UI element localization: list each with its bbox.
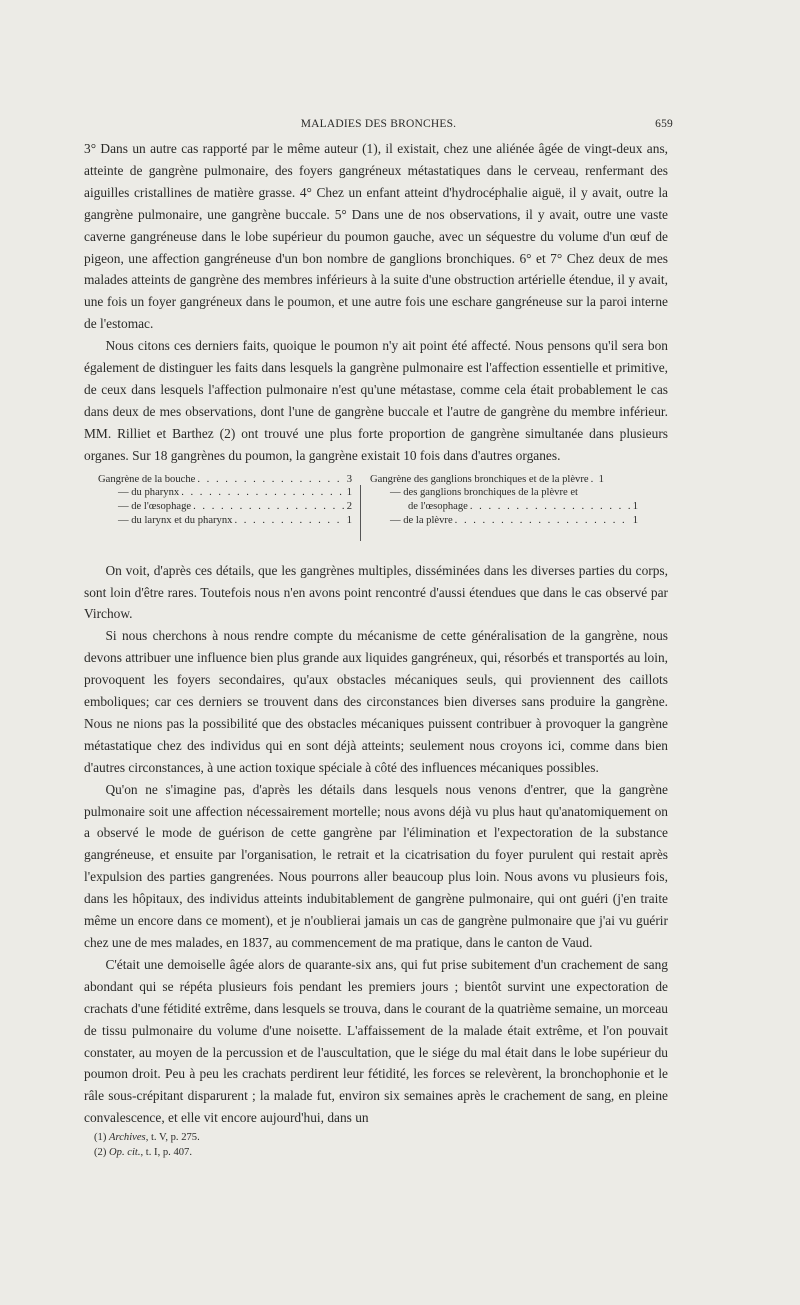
tally-count: 1 — [346, 514, 352, 526]
footnote-source: Op. cit. — [109, 1147, 141, 1158]
footnote-marker: (2) — [94, 1147, 107, 1158]
tally-row — [370, 473, 638, 487]
footnote-reference: , t. I, p. 407. — [140, 1147, 192, 1158]
footnote — [94, 1145, 200, 1160]
paragraph-mechanism: Si nous cherchons à nous rendre compte du mécanisme de cette généralisation de la gangrène, nous devons attribuer une influence bien plus grande aux liquides gangréneux, qui, résorbés et transportés au loin, provoquent les foyers secondaires, qu'aux obstacles mécaniques seuls, qui proviennent des caillots emboliques; car ces derniers se trouvent dans des circonstances bien diverses sans produire la gangrène. Nous ne nions pas la possibilité que des obstacles mécaniques puissent contribuer à provoquer la gangrène métastatique chez des individus qui en sont déjà atteints; seulement nous croyons ici, comme dans bien d'autres circonstances, à une action toxique spéciale à côté des influences mécaniques possibles. — [84, 628, 668, 775]
tally-row — [370, 486, 638, 500]
footnote-source: Archives — [109, 1132, 146, 1143]
tally-divider — [360, 485, 361, 541]
tally-label: — du pharynx — [118, 487, 180, 499]
tally-label: — des ganglions bronchiques de la plèvre et — [390, 487, 578, 499]
paragraph-case-history: C'était une demoiselle âgée alors de quarante-six ans, qui fut prise subitement d'un crachement de sang abondant qui se répéta plusieurs fois pendant les premiers jours ; bientôt survint une expectoration de crachats d'une fétidité extrême, dans lesquels se trouva, dans le courant de la quatrième semaine, un morceau de tissu pulmonaire du volume d'une noisette. L'affaissement de la malade était extrême, et l'on pouvait constater, au moyen de la percussion et de l'auscultation, que le siége du mal était dans le lobe supérieur du poumon droit. Peu à peu les crachats perdirent leur fétidité, les forces se relevèrent, la bronchophonie et le râle sous-crépitant disparurent ; la malade fut, environ six semaines après le crachement de sang, en pleine convalescence, et elle vit encore aujourd'hui, dans un — [84, 956, 668, 1126]
tally-count: 2 — [346, 501, 352, 513]
tally-row — [98, 500, 352, 514]
gangrene-tally — [84, 473, 668, 552]
body-text — [84, 138, 668, 1129]
tally-count: 1 — [346, 487, 352, 499]
tally-row — [98, 486, 352, 500]
tally-count: 3 — [346, 473, 352, 485]
tally-label: Gangrène de la bouche — [98, 473, 196, 485]
paragraph-multiple-gangrene-cases: 3° Dans un autre cas rapporté par le même auteur (1), il existait, chez une aliénée âgée de vingt-deux ans, atteinte de gangrène pulmonaire, des foyers gangréneux métastatiques dans le cerveau, renfermant des aiguilles cristallines de matière grasse. 4° Chez un enfant atteint d'hydrocéphalie aiguë, il y avait, outre la gangrène pulmonaire, une gangrène buccale. 5° Dans une de nos observations, il y avait, outre une vaste caverne gangréneuse dans le lobe supérieur du poumon gauche, avec un séquestre du volume d'un œuf de pigeon, une affection gangréneuse d'un bon nombre de ganglions bronchiques. 6° et 7° Chez deux de mes malades atteints de gangrène des membres inférieurs à la suite d'une obstruction artérielle étendue, il y avait, une fois un foyer gangréneux dans le poumon, et une autre fois une eschare gangréneuse sur la paroi interne de l'estomac. — [84, 141, 668, 332]
tally-count: 1 — [598, 473, 604, 485]
tally-row — [98, 514, 352, 528]
paragraph-primary-vs-metastatic: Nous citons ces derniers faits, quoique le poumon n'y ait point été affecté. Nous pensons qu'il sera bon également de distinguer les faits dans lesquels la gangrène pulmonaire est l'affection essentielle et primitive, de ceux dans lesquels l'affection pulmonaire n'est qu'une métastase, comme cela était probablement le cas dans deux de mes observations, dont l'une de gangrène buccale et l'autre de gangrène du membre inférieur. MM. Rilliet et Barthez (2) ont trouvé une plus forte proportion de gangrène simultanée dans plusieurs organes. Sur 18 gangrènes du poumon, la gangrène existait 10 fois dans d'autres organes. — [84, 338, 668, 463]
tally-row — [98, 473, 352, 487]
tally-count: 1 — [632, 501, 638, 513]
paragraph-not-always-fatal: Qu'on ne s'imagine pas, d'après les détails dans lesquels nous venons d'entrer, que la gangrène pulmonaire soit une affection nécessairement mortelle; nous avons déjà vu plus haut qu'anatomiquement on a observé le mode de guérison de cette gangrène par l'élimination et l'expectoration de la substance gangréneuse, et ensuite par l'organisation, le retrait et la cicatrisation du foyer purulent qui restait après l'expulsion des parties gangrenées. Nous pourrons aller beaucoup plus loin. Nous avons vu plusieurs fois, dans les hôpitaux, des individus atteints indubitablement de gangrène pulmonaire, qui ont guéri (j'en traite même un encore dans ce moment), et je n'oublierai jamais un cas de gangrène pulmonaire que j'ai vu guérir chez une de mes malades, en 1837, au commencement de ma pratique, dans le canton de Vaud. — [84, 781, 668, 950]
footnote-reference: , t. V, p. 275. — [145, 1132, 200, 1143]
running-title: MALADIES DES BRONCHES. — [300, 118, 457, 130]
paragraph-multiple-gangrenes-not-rare: On voit, d'après ces détails, que les gangrènes multiples, disséminées dans les diverses parties du corps, sont loin d'être rares. Toutefois nous n'en avons point rencontré d'aussi étendues que dans le cas observé par Virchow. — [84, 562, 668, 622]
tally-label: — de la plèvre — [390, 514, 453, 526]
tally-count: 1 — [632, 514, 638, 526]
page-number: 659 — [655, 118, 673, 130]
tally-row — [370, 500, 638, 514]
tally-row — [370, 514, 638, 528]
footnote-marker: (1) — [94, 1132, 107, 1143]
tally-label: Gangrène des ganglions bronchiques et de la plèvre — [370, 473, 589, 485]
tally-label: — de l'œsophage — [118, 501, 192, 513]
tally-label: de l'œsophage — [408, 501, 468, 513]
tally-right-column — [370, 473, 638, 528]
tally-label: — du larynx et du pharynx — [118, 514, 233, 526]
footnote — [94, 1130, 200, 1145]
footnotes — [94, 1130, 200, 1160]
tally-left-column — [98, 473, 352, 528]
